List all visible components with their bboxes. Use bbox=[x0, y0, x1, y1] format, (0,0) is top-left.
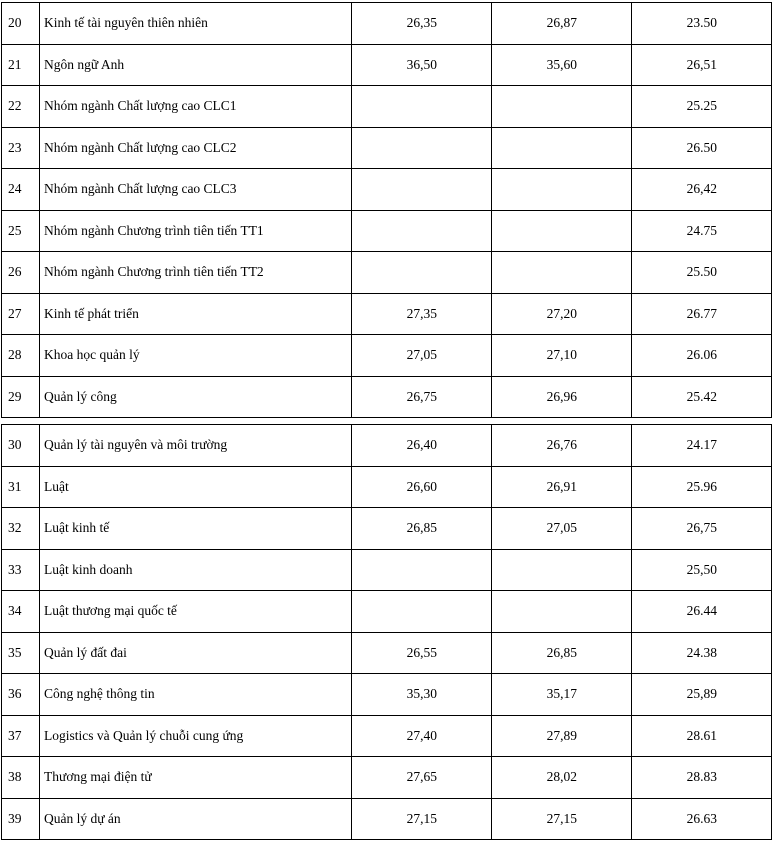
score-col-3: 25,50 bbox=[632, 549, 772, 591]
major-name: Quản lý công bbox=[40, 376, 352, 418]
score-col-1: 26,75 bbox=[352, 376, 492, 418]
score-col-2 bbox=[492, 252, 632, 294]
score-col-2: 26,87 bbox=[492, 3, 632, 45]
score-col-2: 26,85 bbox=[492, 632, 632, 674]
table-row bbox=[2, 425, 772, 467]
table-row bbox=[2, 632, 772, 674]
table-row bbox=[2, 169, 772, 211]
row-number: 38 bbox=[2, 757, 40, 799]
table-row bbox=[2, 549, 772, 591]
row-number: 21 bbox=[2, 44, 40, 86]
score-col-1 bbox=[352, 86, 492, 128]
major-name: Logistics và Quản lý chuỗi cung ứng bbox=[40, 715, 352, 757]
table-row bbox=[2, 466, 772, 508]
row-number: 31 bbox=[2, 466, 40, 508]
major-name: Luật kinh tế bbox=[40, 508, 352, 550]
row-number: 25 bbox=[2, 210, 40, 252]
score-col-2: 35,17 bbox=[492, 674, 632, 716]
row-number: 33 bbox=[2, 549, 40, 591]
row-number: 24 bbox=[2, 169, 40, 211]
score-col-3: 25.96 bbox=[632, 466, 772, 508]
score-col-1: 26,35 bbox=[352, 3, 492, 45]
score-col-3: 28.83 bbox=[632, 757, 772, 799]
score-col-3: 26.63 bbox=[632, 798, 772, 840]
score-col-2: 27,20 bbox=[492, 293, 632, 335]
score-col-3: 26.44 bbox=[632, 591, 772, 633]
major-name: Quản lý dự án bbox=[40, 798, 352, 840]
score-col-3: 25.42 bbox=[632, 376, 772, 418]
row-number: 27 bbox=[2, 293, 40, 335]
major-name: Nhóm ngành Chất lượng cao CLC2 bbox=[40, 127, 352, 169]
score-col-3: 26,51 bbox=[632, 44, 772, 86]
score-col-3: 25.25 bbox=[632, 86, 772, 128]
row-number: 37 bbox=[2, 715, 40, 757]
score-col-1: 27,40 bbox=[352, 715, 492, 757]
score-col-3: 24.75 bbox=[632, 210, 772, 252]
score-col-1: 26,55 bbox=[352, 632, 492, 674]
score-col-2 bbox=[492, 591, 632, 633]
score-col-2: 28,02 bbox=[492, 757, 632, 799]
score-col-1: 26,40 bbox=[352, 425, 492, 467]
score-col-1: 27,15 bbox=[352, 798, 492, 840]
score-col-2: 27,15 bbox=[492, 798, 632, 840]
table-row bbox=[2, 757, 772, 799]
major-name: Kinh tế phát triển bbox=[40, 293, 352, 335]
major-name: Kinh tế tài nguyên thiên nhiên bbox=[40, 3, 352, 45]
score-col-3: 25.50 bbox=[632, 252, 772, 294]
table-row bbox=[2, 3, 772, 45]
row-number: 28 bbox=[2, 335, 40, 377]
score-col-1: 27,05 bbox=[352, 335, 492, 377]
score-col-2 bbox=[492, 169, 632, 211]
table-row bbox=[2, 335, 772, 377]
table-row bbox=[2, 293, 772, 335]
score-col-2 bbox=[492, 86, 632, 128]
score-col-2: 26,76 bbox=[492, 425, 632, 467]
score-col-2 bbox=[492, 210, 632, 252]
table-row bbox=[2, 508, 772, 550]
major-name: Luật thương mại quốc tế bbox=[40, 591, 352, 633]
score-col-3: 26.06 bbox=[632, 335, 772, 377]
major-name: Luật bbox=[40, 466, 352, 508]
score-col-2: 26,96 bbox=[492, 376, 632, 418]
score-col-1 bbox=[352, 252, 492, 294]
major-name: Nhóm ngành Chương trình tiên tiến TT1 bbox=[40, 210, 352, 252]
score-col-2: 26,91 bbox=[492, 466, 632, 508]
row-number: 34 bbox=[2, 591, 40, 633]
major-name: Công nghệ thông tin bbox=[40, 674, 352, 716]
row-number: 39 bbox=[2, 798, 40, 840]
table-row bbox=[2, 44, 772, 86]
major-name: Nhóm ngành Chất lượng cao CLC3 bbox=[40, 169, 352, 211]
score-col-3: 26.50 bbox=[632, 127, 772, 169]
major-name: Nhóm ngành Chất lượng cao CLC1 bbox=[40, 86, 352, 128]
table-row bbox=[2, 252, 772, 294]
row-number: 36 bbox=[2, 674, 40, 716]
score-col-3: 24.38 bbox=[632, 632, 772, 674]
score-col-1: 36,50 bbox=[352, 44, 492, 86]
row-number: 26 bbox=[2, 252, 40, 294]
row-number: 30 bbox=[2, 425, 40, 467]
score-col-1: 35,30 bbox=[352, 674, 492, 716]
table-row bbox=[2, 86, 772, 128]
score-col-3: 25,89 bbox=[632, 674, 772, 716]
table-row bbox=[2, 127, 772, 169]
score-col-3: 26,75 bbox=[632, 508, 772, 550]
row-number: 35 bbox=[2, 632, 40, 674]
score-col-2 bbox=[492, 127, 632, 169]
major-name: Luật kinh doanh bbox=[40, 549, 352, 591]
score-col-2: 27,89 bbox=[492, 715, 632, 757]
score-col-1 bbox=[352, 127, 492, 169]
row-number: 29 bbox=[2, 376, 40, 418]
row-number: 32 bbox=[2, 508, 40, 550]
score-table-part-1 bbox=[1, 2, 772, 418]
score-col-1 bbox=[352, 549, 492, 591]
major-name: Nhóm ngành Chương trình tiên tiến TT2 bbox=[40, 252, 352, 294]
major-name: Khoa học quản lý bbox=[40, 335, 352, 377]
score-col-3: 28.61 bbox=[632, 715, 772, 757]
score-col-3: 23.50 bbox=[632, 3, 772, 45]
score-col-2 bbox=[492, 549, 632, 591]
score-col-1 bbox=[352, 591, 492, 633]
row-number: 23 bbox=[2, 127, 40, 169]
table-row bbox=[2, 591, 772, 633]
row-number: 20 bbox=[2, 3, 40, 45]
score-col-1: 27,35 bbox=[352, 293, 492, 335]
major-name: Thương mại điện tử bbox=[40, 757, 352, 799]
score-col-1 bbox=[352, 210, 492, 252]
table-row bbox=[2, 376, 772, 418]
score-table-part-2 bbox=[1, 424, 772, 840]
score-col-1: 26,60 bbox=[352, 466, 492, 508]
score-col-2: 27,10 bbox=[492, 335, 632, 377]
score-col-3: 24.17 bbox=[632, 425, 772, 467]
score-col-2: 35,60 bbox=[492, 44, 632, 86]
table-row bbox=[2, 798, 772, 840]
score-col-2: 27,05 bbox=[492, 508, 632, 550]
major-name: Quản lý tài nguyên và môi trường bbox=[40, 425, 352, 467]
table-row bbox=[2, 674, 772, 716]
score-col-3: 26,42 bbox=[632, 169, 772, 211]
score-col-1: 27,65 bbox=[352, 757, 492, 799]
major-name: Quản lý đất đai bbox=[40, 632, 352, 674]
score-col-3: 26.77 bbox=[632, 293, 772, 335]
score-col-1 bbox=[352, 169, 492, 211]
table-row bbox=[2, 715, 772, 757]
major-name: Ngôn ngữ Anh bbox=[40, 44, 352, 86]
score-col-1: 26,85 bbox=[352, 508, 492, 550]
table-row bbox=[2, 210, 772, 252]
row-number: 22 bbox=[2, 86, 40, 128]
